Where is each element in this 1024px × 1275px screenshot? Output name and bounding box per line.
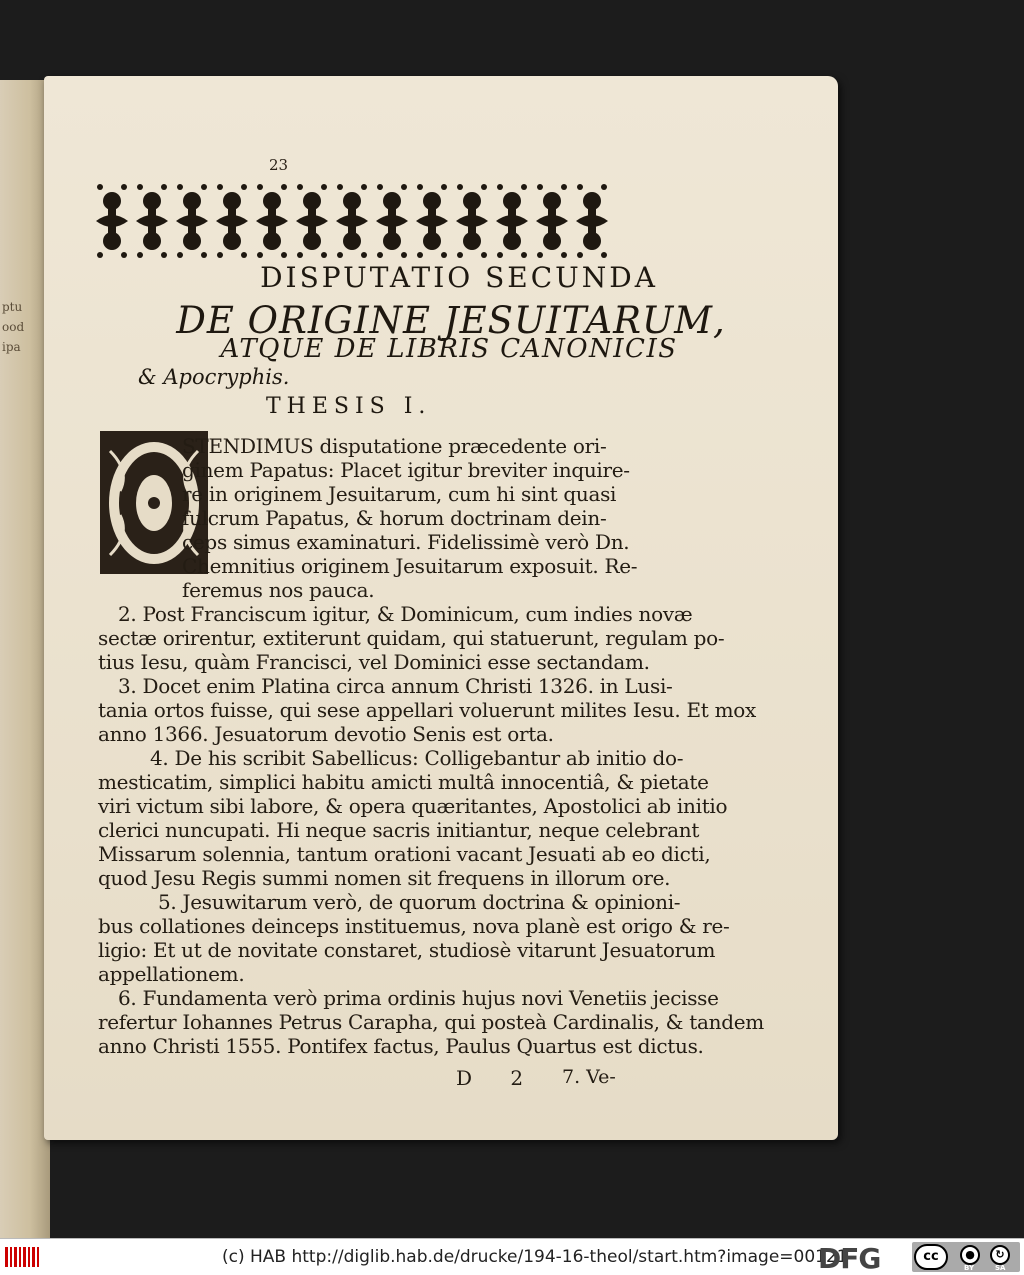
title-line-3: ATQUE DE LIBRIS CANONICIS bbox=[220, 334, 678, 364]
body-line: sectæ orirentur, extiterunt quidam, qui statuerunt, regulam po- bbox=[98, 626, 725, 650]
title-line-2: DE ORIGINE JESUITARUM, bbox=[176, 299, 726, 342]
left-page-fragment: ptu bbox=[2, 300, 23, 314]
body-line: appellationem. bbox=[98, 962, 245, 986]
signature-mark: D 2 bbox=[456, 1066, 540, 1090]
viewer-footer-bar bbox=[0, 1238, 1024, 1275]
body-line: ligio: Et ut de novitate constaret, studiosè vitarunt Jesuatorum bbox=[98, 938, 716, 962]
hab-logo-icon bbox=[4, 1245, 44, 1269]
by-label: BY bbox=[964, 1264, 975, 1272]
cc-license-badge[interactable] bbox=[912, 1242, 1020, 1272]
body-line: anno 1366. Jesuatorum devotio Senis est orta. bbox=[98, 722, 554, 746]
body-line: mesticatim, simplici habitu amicti multâ innocentiâ, & pietate bbox=[98, 770, 709, 794]
ornament-band bbox=[92, 179, 612, 265]
catchword: 7. Ve- bbox=[562, 1066, 616, 1088]
left-page-fragment: ipa bbox=[2, 340, 21, 354]
body-line: refertur Iohannes Petrus Carapha, qui posteà Cardinalis, & tandem bbox=[98, 1010, 764, 1034]
title-line-1: DISPUTATIO SECUNDA bbox=[260, 261, 658, 294]
body-line: anno Christi 1555. Pontifex factus, Paulus Quartus est dictus. bbox=[98, 1034, 704, 1058]
body-line: tius Iesu, quàm Francisci, vel Dominici esse sectandam. bbox=[98, 650, 650, 674]
body-line: 6. Fundamenta verò prima ordinis hujus novi Venetiis jecisse bbox=[118, 986, 719, 1010]
body-line: fulcrum Papatus, & horum doctrinam dein- bbox=[182, 506, 607, 530]
body-line: Missarum solennia, tantum orationi vacant Jesuati ab eo dicti, bbox=[98, 842, 711, 866]
body-line: quod Jesu Regis summi nomen sit frequens in illorum ore. bbox=[98, 866, 671, 890]
body-line: ceps simus examinaturi. Fidelissimè verò Dn. bbox=[182, 530, 630, 554]
left-page-edge bbox=[0, 80, 50, 1238]
body-line: tania ortos fuisse, qui sese appellari voluerunt milites Iesu. Et mox bbox=[98, 698, 756, 722]
body-line: 2. Post Franciscum igitur, & Dominicum, cum indies novæ bbox=[118, 602, 693, 626]
copyright-link[interactable]: (c) HAB http://diglib.hab.de/drucke/194-16-theol/start.htm?image=00121 bbox=[222, 1247, 848, 1267]
body-line: feremus nos pauca. bbox=[182, 578, 375, 602]
body-line: re in originem Jesuitarum, cum hi sint quasi bbox=[182, 482, 617, 506]
sa-label: SA bbox=[995, 1264, 1006, 1272]
dfg-logo[interactable]: DFG bbox=[818, 1242, 881, 1275]
cc-icon: cc bbox=[914, 1244, 948, 1270]
title-line-4: & Apocryphis. bbox=[138, 365, 290, 389]
thesis-heading: THESIS I. bbox=[266, 394, 432, 419]
body-line: 3. Docet enim Platina circa annum Christi 1326. in Lusi- bbox=[118, 674, 673, 698]
sa-sharealike-icon: ↻ bbox=[990, 1245, 1010, 1265]
by-attribution-icon: ● bbox=[960, 1245, 980, 1265]
body-line: bus collationes deinceps instituemus, nova planè est origo & re- bbox=[98, 914, 730, 938]
body-line: Chemnitius originem Jesuitarum exposuit. Re- bbox=[182, 554, 638, 578]
body-line: ginem Papatus: Placet igitur breviter inquire- bbox=[182, 458, 630, 482]
body-line: 5. Jesuwitarum verò, de quorum doctrina & opinioni- bbox=[158, 890, 681, 914]
body-line: STENDIMUS disputatione præcedente ori- bbox=[182, 434, 607, 458]
scanned-page bbox=[44, 76, 838, 1140]
body-line: 4. De his scribit Sabellicus: Colligebantur ab initio do- bbox=[150, 746, 684, 770]
body-line: clerici nuncupati. Hi neque sacris initiantur, neque celebrant bbox=[98, 818, 700, 842]
left-page-fragment: ood bbox=[2, 320, 25, 334]
page-number: 23 bbox=[269, 156, 289, 174]
body-line: viri victum sibi labore, & opera quæritantes, Apostolici ab initio bbox=[98, 794, 728, 818]
